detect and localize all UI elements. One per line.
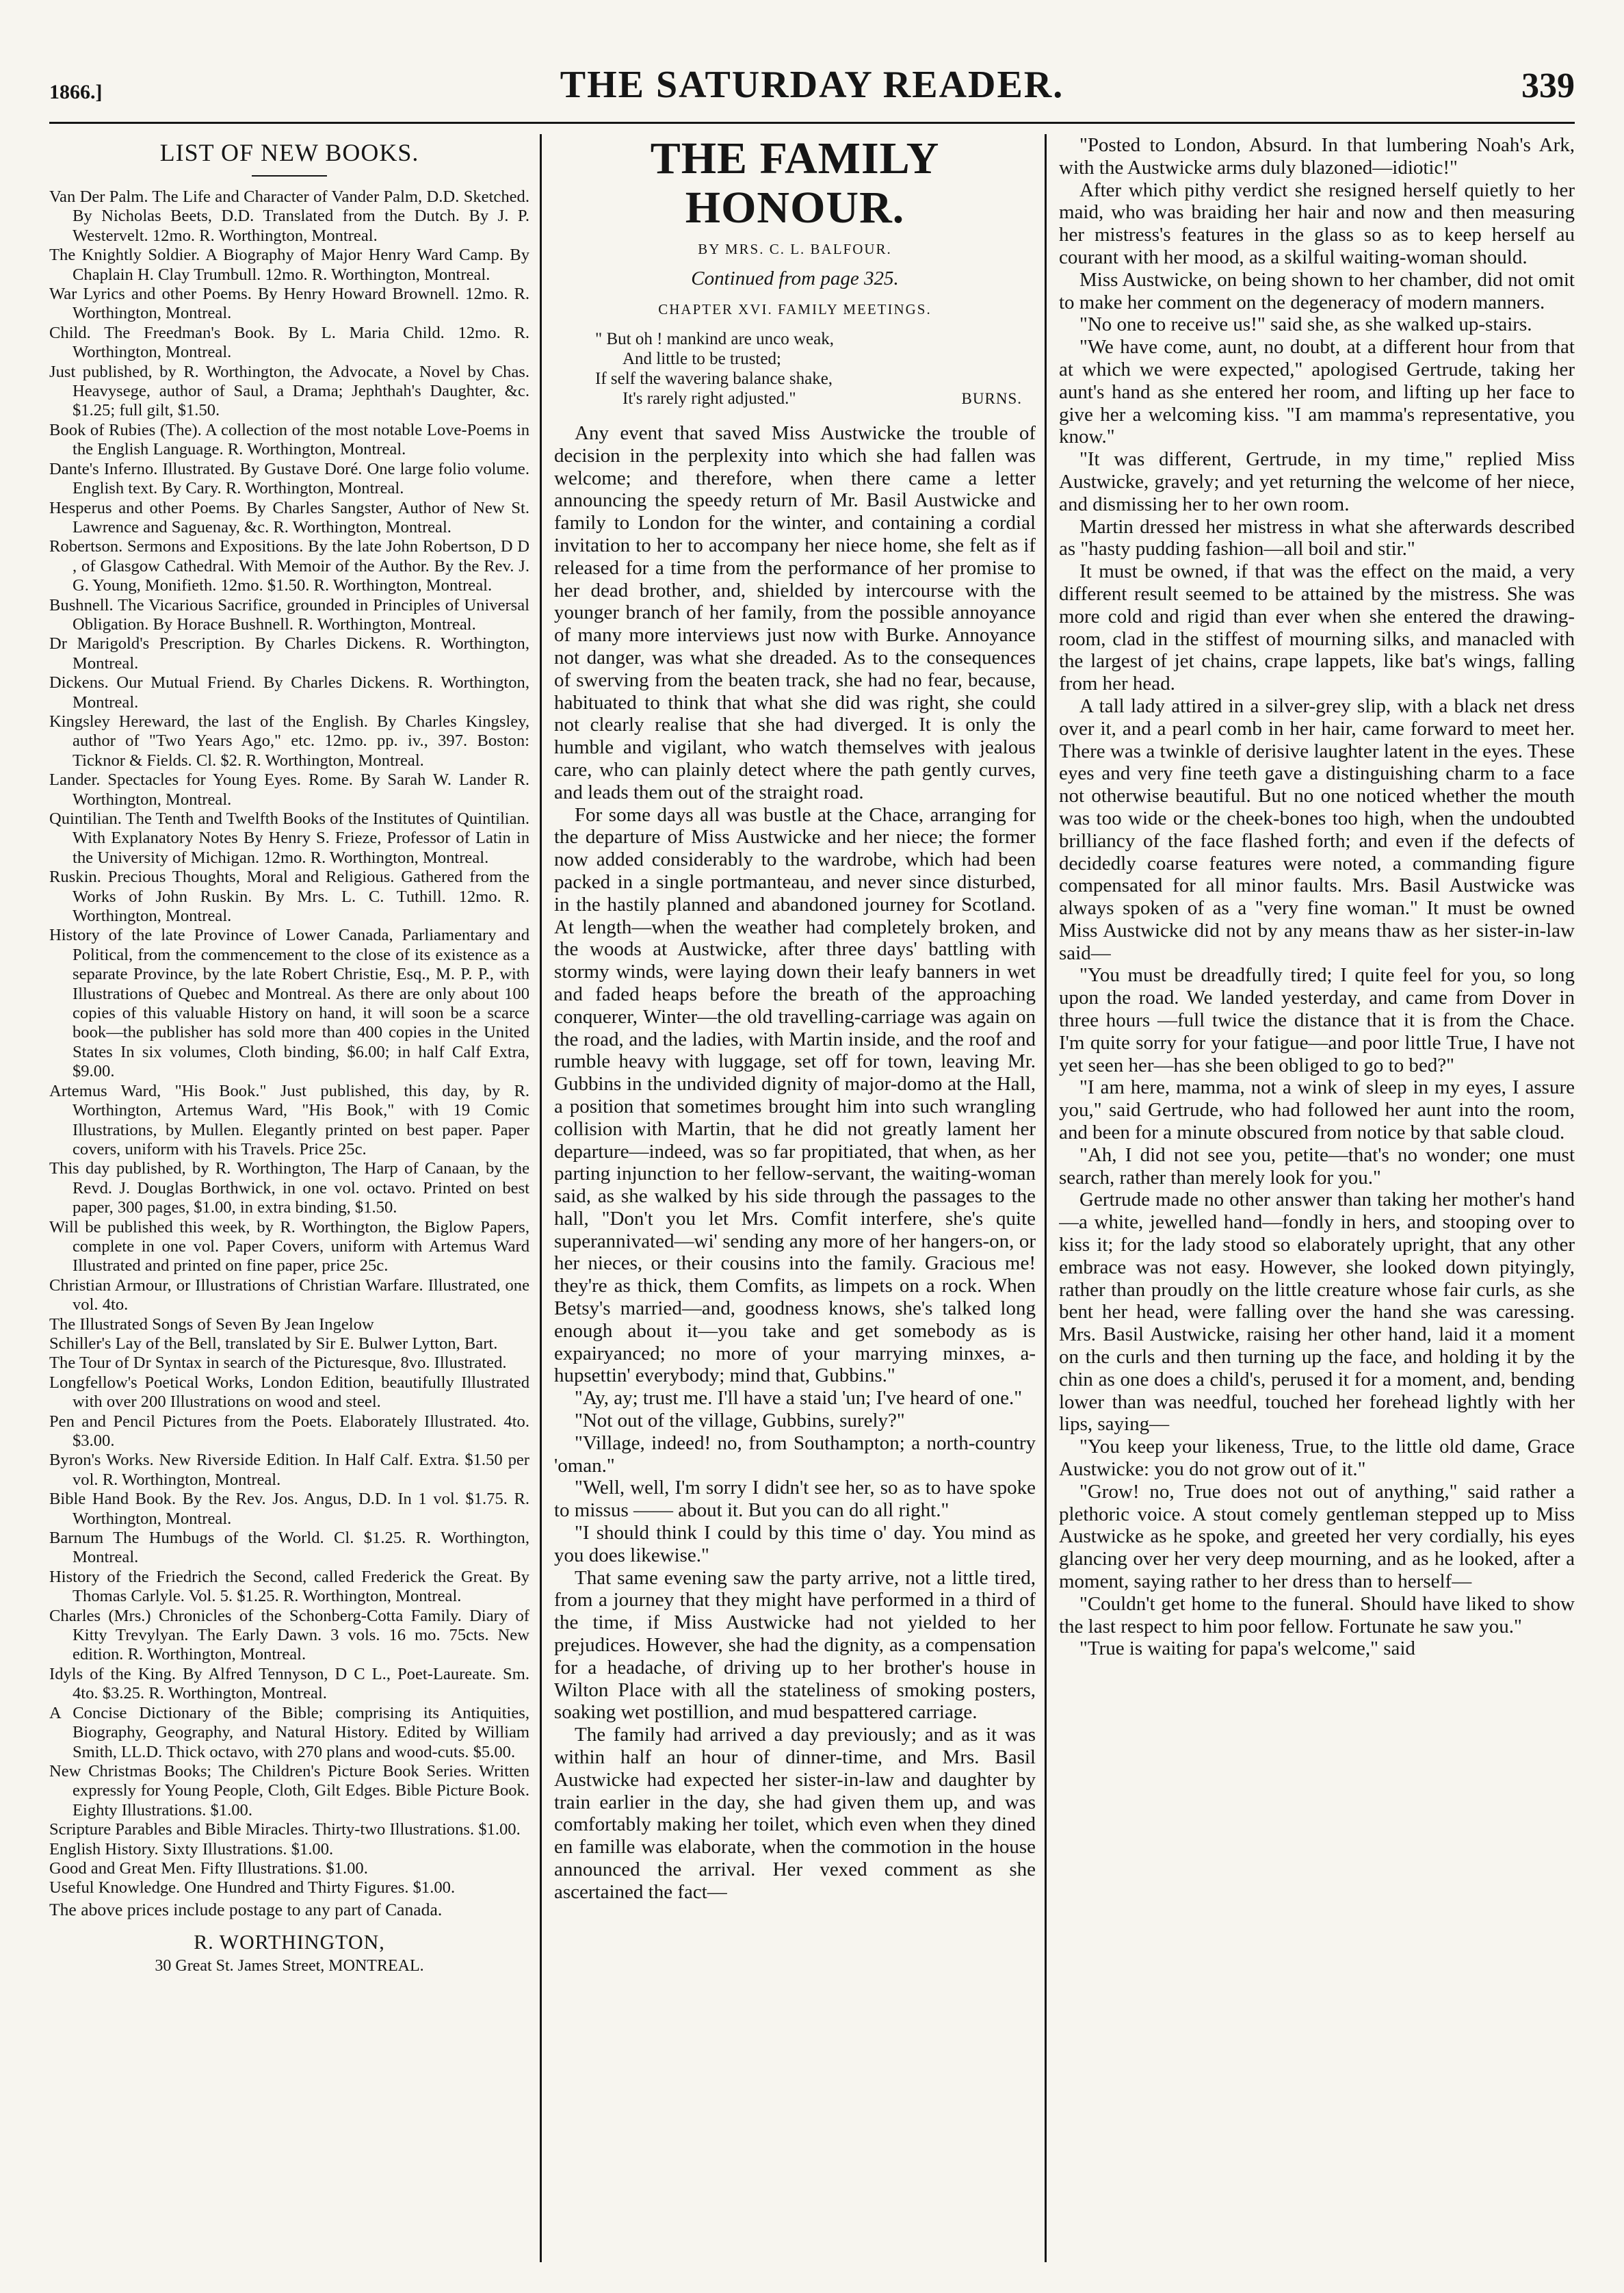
story-paragraph: "I am here, mamma, not a wink of sleep in my eyes, I assure you," said Gertrude, who had followed her aunt into the room, and been for a minute obscured from notice by that sable cloud. bbox=[1059, 1076, 1575, 1144]
story-column-1 bbox=[554, 134, 1036, 2255]
book-entry: This day published, by R. Worthington, The Harp of Canaan, by the Revd. J. Douglas Borthwick, in one vol. octavo. Printed on best paper, 300 pages, $1.00, in extra binding, $1.50. bbox=[49, 1159, 529, 1217]
epigraph bbox=[595, 329, 1036, 409]
column-divider bbox=[540, 134, 542, 2262]
book-entry: Dr Marigold's Prescription. By Charles Dickens. R. Worthington, Montreal. bbox=[49, 634, 529, 673]
story-paragraph: "We have come, aunt, no doubt, at a different hour from that at which we were expected," apologised Gertrude, taking her aunt's hand as she entered her room, and lifting up her face to give her a welcoming kiss. "I am mamma's representative, you know." bbox=[1059, 336, 1575, 448]
book-entry: Child. The Freedman's Book. By L. Maria Child. 12mo. R. Worthington, Montreal. bbox=[49, 323, 529, 362]
header-rule bbox=[49, 122, 1575, 124]
book-entry: Hesperus and other Poems. By Charles Sangster, Author of New St. Lawrence and Saguenay, &c. R. Worthington, Montreal. bbox=[49, 498, 529, 536]
chapter-heading: CHAPTER XVI. FAMILY MEETINGS. bbox=[658, 301, 932, 318]
page-header bbox=[49, 63, 1575, 114]
story-paragraph: "Not out of the village, Gubbins, surely?" bbox=[575, 1410, 905, 1432]
story-paragraph: "Couldn't get home to the funeral. Should have liked to show the last respect to him poor fellow. Fortunate he saw you." bbox=[1059, 1592, 1575, 1637]
epigraph-line: " But oh ! mankind are unco weak, bbox=[595, 330, 834, 348]
publisher-address: 30 Great St. James Street, MONTREAL. bbox=[155, 1956, 424, 1975]
story-paragraph: The family had arrived a day previously; and as it was within half an hour of dinner-time, and Mrs. Basil Austwicke had expected her sister-in-law and daughter by train earlier in the day, she had given them up, and was comfortably making her toilet, which even when they dined en famille was elaborate, when the commotion in the house announced the arrival. Her vexed comment as she ascertained the fact— bbox=[554, 1724, 1036, 1903]
story-paragraph: "True is waiting for papa's welcome," said bbox=[1079, 1637, 1415, 1660]
epigraph-line: If self the wavering balance shake, bbox=[595, 370, 833, 388]
book-entry: Book of Rubies (The). A collection of the most notable Love-Poems in the English Language. R. Worthington, Montreal. bbox=[49, 420, 529, 459]
book-entry: Dickens. Our Mutual Friend. By Charles Dickens. R. Worthington, Montreal. bbox=[49, 673, 529, 712]
book-entry: Pen and Pencil Pictures from the Poets. Elaborately Illustrated. 4to. $3.00. bbox=[49, 1412, 529, 1450]
book-entry: Useful Knowledge. One Hundred and Thirty Figures. $1.00. bbox=[49, 1878, 456, 1897]
masthead-title: THE SATURDAY READER. bbox=[560, 64, 1064, 106]
story-paragraph: Martin dressed her mistress in what she afterwards described as "hasty pudding fashion—all boil and stir." bbox=[1059, 515, 1575, 560]
story-paragraph: "No one to receive us!" said she, as she walked up-stairs. bbox=[1079, 313, 1532, 336]
book-entry: The Knightly Soldier. A Biography of Major Henry Ward Camp. By Chaplain H. Clay Trumbull. 12mo. R. Worthington, Montreal. bbox=[49, 246, 529, 284]
book-entry: Will be published this week, by R. Worthington, the Biglow Papers, complete in one vol. Paper Covers, uniform with Artemus Ward Illustrated and printed on fine paper, price 25c. bbox=[49, 1217, 529, 1275]
book-entry: Bushnell. The Vicarious Sacrifice, grounded in Principles of Universal Obligation. By Horace Bushnell. R. Worthington, Montreal. bbox=[49, 595, 529, 634]
story-paragraph: Miss Austwicke, on being shown to her chamber, did not omit to make her comment on the degeneracy of modern manners. bbox=[1059, 268, 1575, 313]
story-paragraph: "Posted to London, Absurd. In that lumbering Noah's Ark, with the Austwicke arms duly blazoned—idiotic!" bbox=[1059, 134, 1575, 179]
story-paragraph: Any event that saved Miss Austwicke the trouble of decision in the perplexity into which she had fallen was welcome; and therefore, when there came a letter announcing the speedy return of Mr. Basil Austwicke and family to London for the winter, and containing a cordial invitation to her to accompany her niece home, she felt as if released for a time from the performance of her promise to her dead brother, and, shielded by intercourse with the younger branch of her family, from the possible annoyance of many more interviews just now with Burke. Annoyance not danger, was what she dreaded. As to the consequences of swerving from the beaten track, she had no fear, because, habituated to think that what she did was right, she could not clearly realise that she had diverged. It is only the humble and vigilant, who watch themselves with jealous care, who can plainly detect where the path gently curves, and leads them out of the straight road. bbox=[554, 422, 1036, 803]
publisher-name: R. WORTHINGTON, bbox=[194, 1930, 385, 1954]
story-column-2 bbox=[1059, 134, 1575, 2255]
story-paragraph: "Well, well, I'm sorry I didn't see her, so as to have spoke to missus —— about it. But you can do all right." bbox=[554, 1477, 1036, 1522]
book-entry: Idyls of the King. By Alfred Tennyson, D C L., Poet-Laureate. Sm. 4to. $3.25. R. Worthington, Montreal. bbox=[49, 1664, 529, 1703]
epigraph-line: It's rarely right adjusted." bbox=[623, 389, 796, 408]
book-entry: Charles (Mrs.) Chronicles of the Schonberg-Cotta Family. Diary of Kitty Trevylyan. The Early Dawn. 3 vols. 16 mo. 75cts. New edition. R. Worthington, Montreal. bbox=[49, 1606, 529, 1664]
book-entry: Christian Armour, or Illustrations of Christian Warfare. Illustrated, one vol. 4to. bbox=[49, 1275, 529, 1314]
book-entry: The Tour of Dr Syntax in search of the Picturesque, 8vo. Illustrated. bbox=[49, 1353, 507, 1373]
book-entry: Kingsley Hereward, the last of the English. By Charles Kingsley, author of "Two Years Ago," etc. 12mo. pp. iv., 397. Boston: Ticknor & Fields. Cl. $2. R. Worthington, Montreal. bbox=[49, 712, 529, 770]
book-entry: The Illustrated Songs of Seven By Jean Ingelow bbox=[49, 1314, 374, 1334]
book-entry: War Lyrics and other Poems. By Henry Howard Brownell. 12mo. R. Worthington, Montreal. bbox=[49, 285, 529, 323]
continued-note: Continued from page 325. bbox=[691, 268, 899, 289]
story-paragraph: "Ah, I did not see you, petite—that's no wonder; one must search, rather than merely look for you." bbox=[1059, 1143, 1575, 1189]
story-paragraph: A tall lady attired in a silver-grey slip, with a black net dress over it, and a pearl comb in her hair, came forward to meet her. There was a twinkle of derisive laughter latent in the eyes. These eyes and very fine teeth gave a distinguishing charm to a face not otherwise beautiful. But no one noticed whether the mouth was too wide or the cheek-bones too high, when the undoubted brilliancy of the face flashed forth; and even if the defects of decidedly coarse features were noted, a commanding figure compensated for all minor faults. Mrs. Basil Austwicke was always spoken of as a "very fine woman." It must be owned Miss Austwicke did not by any means thaw as her sister-in-law said— bbox=[1059, 695, 1575, 964]
book-entry: Byron's Works. New Riverside Edition. In Half Calf. Extra. $1.50 per vol. R. Worthington, Montreal. bbox=[49, 1451, 529, 1489]
story-paragraph: Gertrude made no other answer than taking her mother's hand—a white, jewelled hand—fondly in hers, and stooping over to kiss it; for the lady stood so elaborately upright, that any other embrace was not easy. However, she looked down pityingly, rather than proudly on the little creature whose fair curls, as she bent her head, were falling over the hand she was caressing. Mrs. Basil Austwicke, raising her other hand, laid it a moment on the curls and then turning up the face, and holding it by the chin as one does a child's, perused it for a moment, and, bending lower than was needful, touched her forehead lightly with her lips, saying— bbox=[1059, 1189, 1575, 1436]
story-paragraph: "Ay, ay; trust me. I'll have a staid 'un; I've heard of one." bbox=[575, 1387, 1023, 1410]
story-title: THE FAMILY HONOUR. bbox=[650, 134, 940, 233]
book-entry: Van Der Palm. The Life and Character of Vander Palm, D.D. Sketched. By Nicholas Beets, D.D. Translated from the Dutch. By J. P. Westervelt. 12mo. R. Worthington, Montreal. bbox=[49, 187, 529, 245]
column-divider bbox=[1045, 134, 1047, 2262]
story-paragraph: "Village, indeed! no, from Southampton; a north-country 'oman." bbox=[554, 1431, 1036, 1477]
story-paragraph: "I should think I could by this time o' day. You mind as you does likewise." bbox=[554, 1522, 1036, 1566]
story-paragraph: It must be owned, if that was the effect on the maid, a very different result seemed to be attained by the mistress. She was more cold and rigid than ever when she entered the drawing-room, clad in the stiffest of mourning silks, and manacled with the largest of jet chains, crape lappets, like bat's wings, falling from her head. bbox=[1059, 560, 1575, 695]
book-entry: Dante's Inferno. Illustrated. By Gustave Doré. One large folio volume. English text. By Cary. R. Worthington, Montreal. bbox=[49, 459, 529, 498]
books-column bbox=[49, 134, 529, 2252]
book-entry: Scripture Parables and Bible Miracles. Thirty-two Illustrations. $1.00. bbox=[49, 1820, 521, 1839]
book-entry: Schiller's Lay of the Bell, translated by Sir E. Bulwer Lytton, Bart. bbox=[49, 1334, 498, 1353]
book-entry: Robertson. Sermons and Expositions. By the late John Robertson, D D , of Glasgow Cathedral. With Memoir of the Author. By the Rev. J. G. Young, Monifieth. 12mo. $1.50. R. Worthington, Montreal. bbox=[49, 537, 529, 595]
books-list bbox=[49, 187, 529, 1898]
book-entry: Artemus Ward, "His Book." Just published, this day, by R. Worthington, Artemus Ward, "His Book," with 19 Comic Illustrations, by Mullen. Elegantly printed on best paper. Paper covers, uniform with his Travels. Price 25c. bbox=[49, 1081, 529, 1158]
epigraph-line: And little to be trusted; bbox=[623, 350, 781, 368]
book-entry: Ruskin. Precious Thoughts, Moral and Religious. Gathered from the Works of John Ruskin. By Mrs. L. C. Tuthill. 12mo. R. Worthington, Montreal. bbox=[49, 868, 529, 926]
book-entry: Good and Great Men. Fifty Illustrations. $1.00. bbox=[49, 1858, 368, 1878]
book-entry: History of the Friedrich the Second, called Frederick the Great. By Thomas Carlyle. Vol. 5. $1.25. R. Worthington, Montreal. bbox=[49, 1567, 529, 1606]
book-entry: Quintilian. The Tenth and Twelfth Books of the Institutes of Quintilian. With Explanatory Notes By Henry S. Frieze, Professor of Latin in the University of Michigan. 12mo. R. Worthington, Montreal. bbox=[49, 809, 529, 867]
page-number: 339 bbox=[1521, 66, 1575, 105]
book-entry: English History. Sixty Illustrations. $1.00. bbox=[49, 1839, 334, 1858]
story-paragraph: "It was different, Gertrude, in my time," replied Miss Austwicke, gravely; and yet returning the welcome of her niece, and dismissing her to her own room. bbox=[1059, 448, 1575, 515]
story-body bbox=[1059, 134, 1575, 1660]
header-date: 1866.] bbox=[49, 81, 103, 103]
epigraph-attribution: BURNS. bbox=[961, 390, 1022, 407]
story-paragraph: After which pithy verdict she resigned herself quietly to her maid, who was braiding her hair and now and then measuring her mistress's features in the glass so as to keep herself au courant with her mood, as a skilful waiting-woman should. bbox=[1059, 179, 1575, 268]
book-entry: History of the late Province of Lower Canada, Parliamentary and Political, from the commencement to the close of its existence as a separate Province, by the late Robert Christie, Esq., M. P. P., with Illustrations of Quebec and Montreal. As there are only about 100 copies of this valuable History on hand, it will soon be a scarce book—the publisher has sold more than 400 copies in the United States In six volumes, Cloth binding, $6.00; in half Calf Extra, $9.00. bbox=[49, 926, 529, 1081]
story-paragraph: "You must be dreadfully tired; I quite feel for you, so long upon the road. We landed yesterday, and came from Dover in three hours —full twice the distance that it is from the Chace. I'm quite sorry for your fatigue—and poor little True, I have not yet seen her—has she been obliged to go to bed?" bbox=[1059, 964, 1575, 1076]
story-byline: BY MRS. C. L. BALFOUR. bbox=[698, 241, 892, 257]
book-entry: Lander. Spectacles for Young Eyes. Rome. By Sarah W. Lander R. Worthington, Montreal. bbox=[49, 770, 529, 809]
book-entry: Longfellow's Poetical Works, London Edition, beautifully Illustrated with over 200 Illustrations on wood and steel. bbox=[49, 1373, 529, 1412]
book-entry: A Concise Dictionary of the Bible; comprising its Antiquities, Biography, Geography, and Natural History. Edited by William Smith, LL.D. Thick octavo, with 270 plans and wood-cuts. $5.00. bbox=[49, 1703, 529, 1761]
story-paragraph: "You keep your likeness, True, to the little old dame, Grace Austwicke: you do not grow out of it." bbox=[1059, 1436, 1575, 1481]
heading-rule bbox=[252, 175, 327, 177]
book-entry: Barnum The Humbugs of the World. Cl. $1.25. R. Worthington, Montreal. bbox=[49, 1529, 529, 1567]
books-heading: LIST OF NEW BOOKS. bbox=[159, 139, 419, 166]
book-entry: Just published, by R. Worthington, the Advocate, a Novel by Chas. Heavysege, author of Saul, a Drama; Jephthah's Daughter, &c. $1.25; full gilt, $1.50. bbox=[49, 362, 529, 420]
story-paragraph: For some days all was bustle at the Chace, arranging for the departure of Miss Austwicke and her niece; the former now added considerably to the wardrobe, which had been packed in a single portmanteau, and never since disturbed, in the hastily planned and abandoned journey for Scotland. At length—when the weather had completely broken, and the woods at Austwicke, after three days' battling with stormy winds, were laying down their leafy banners in wet and faded heaps before the breath of the approaching conquerer, Winter—the old travelling-carriage was again on the road, and the ladies, with Martin inside, and the roof and rumble heavy with luggage, set off for town, leaving Mr. Gubbins in the undivided dignity of major-domo at the Hall, a position that sometimes brought him into such wrangling collision with Martin, that he did not greatly lament her departure—indeed, was so far propitiated, that when, as her parting injunction to her fellow-servant, the waiting-woman said, as she walked by his side through the passages to the hall, "Don't you let Mrs. Comfit interfere, she's quite superannivated—wi' sending any more of her hangers-on, or her nieces, or their cousins into the family. Gracious me! they're as thick, them Comfits, as limpets on a rock. When Betsy's married—and, goodness knows, she's talked long enough about it—you take and get somebody as is expairyanced; no more of your marrying minxes, a-hupsettin' everybody; mind that, Gubbins." bbox=[554, 803, 1036, 1387]
story-body bbox=[554, 422, 1036, 1904]
book-entry: Bible Hand Book. By the Rev. Jos. Angus, D.D. In 1 vol. $1.75. R. Worthington, Montreal. bbox=[49, 1490, 529, 1528]
books-footnote: The above prices include postage to any part of Canada. bbox=[49, 1899, 443, 1919]
story-paragraph: That same evening saw the party arrive, not a little tired, from a journey that they might have performed in a third of the time, if Miss Austwicke had not yielded to her prejudices. However, she had the dignity, as a compensation for a headache, of driving up to her brother's house in Wilton Place with all the stateliness of smoking posters, soaking wet postillion, and mud bespattered carriage. bbox=[554, 1566, 1036, 1724]
story-paragraph: "Grow! no, True does not out of anything," said rather a plethoric voice. A stout comely gentleman stepped up to Miss Austwicke as he spoke, and greeted her very cordially, his eyes glancing over her very deep mourning, and as he looked, after a moment, saying rather to her dress than to herself— bbox=[1059, 1480, 1575, 1592]
book-entry: New Christmas Books; The Children's Picture Book Series. Written expressly for Young People, Cloth, Gilt Edges. Bible Picture Book. Eighty Illustrations. $1.00. bbox=[49, 1761, 529, 1819]
